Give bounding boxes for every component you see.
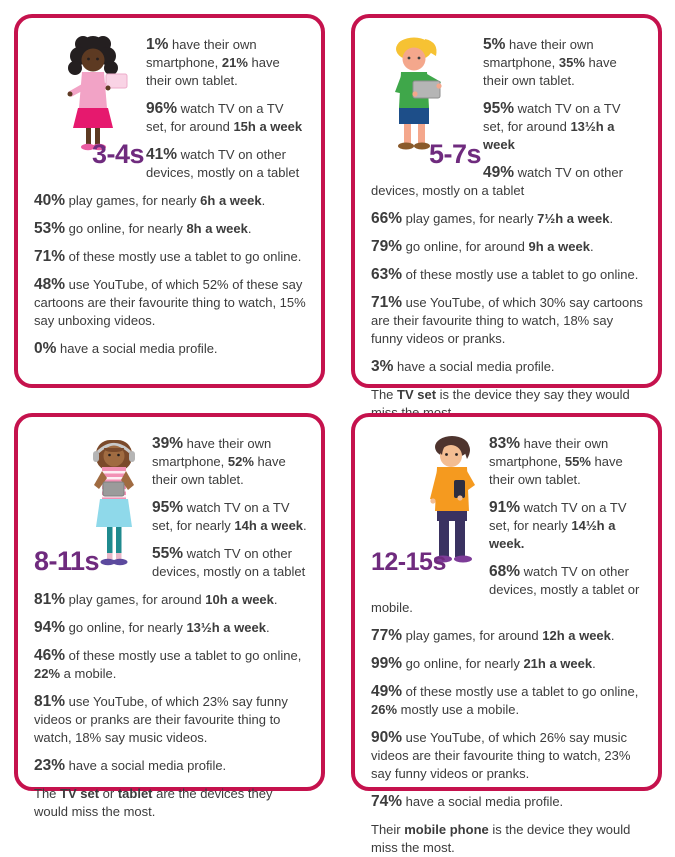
stat-bullet: 77% play games, for around 12h a week.	[371, 627, 615, 644]
stat-bullet: 48% use YouTube, of which 52% of these say cartoons are their favourite thing to watch, 15% say unboxing videos.	[34, 276, 306, 328]
young-boy	[395, 38, 442, 150]
stat-bullet: Their mobile phone is the device they would miss the most.	[371, 822, 631, 855]
stat-bullet: 49% watch TV on other devices, mostly on a tablet	[371, 164, 623, 198]
teen-boy	[430, 436, 475, 563]
stat-bullet: 81% use YouTube, of which 23% say funny videos or pranks are their favourite thing to watch, 18% say music videos.	[34, 693, 288, 745]
girl-toddler	[68, 36, 128, 150]
stat-bullet: 99% go online, for nearly 21h a week.	[371, 655, 596, 672]
stat-bullet: 71% use YouTube, of which 30% say cartoons are their favourite thing to watch, 18% say funny videos or pranks.	[371, 294, 643, 346]
smartphone-icon	[454, 480, 465, 498]
stat-bullet: 74% have a social media profile.	[371, 793, 564, 810]
stat-bullet: 91% watch TV on a TV set, for nearly 14½h a week.	[489, 499, 627, 551]
stat-bullet: 66% play games, for nearly 7½h a week.	[371, 210, 614, 227]
stat-bullet: 55% watch TV on other devices, mostly on a tablet	[152, 545, 306, 579]
tablet-icon	[103, 482, 124, 496]
stat-bullet: 23% have a social media profile.	[34, 757, 227, 774]
figure-5-7s	[371, 36, 481, 174]
stat-bullet: 95% watch TV on a TV set, for around 13½h a week	[483, 100, 621, 152]
stat-bullet: 95% watch TV on a TV set, for nearly 14h a week.	[152, 499, 307, 533]
figure-8-11s	[34, 435, 146, 585]
panel-3-4s	[14, 14, 325, 388]
stat-bullet: 81% play games, for around 10h a week.	[34, 591, 278, 608]
stat-bullet: 71% of these mostly use a tablet to go online.	[34, 248, 302, 265]
stat-bullet: 49% of these mostly use a tablet to go online, 26% mostly use a mobile.	[371, 683, 639, 717]
age-label-8-11s: 8-11s	[34, 546, 100, 576]
stat-bullet: 3% have a social media profile.	[371, 358, 555, 375]
stat-bullet: The TV set or tablet are the devices they would miss the most.	[34, 786, 273, 819]
panel-8-11s	[14, 413, 325, 819]
stat-bullet: 53% go online, for nearly 8h a week.	[34, 220, 252, 237]
stat-bullet: 68% watch TV on other devices, mostly a tablet or mobile.	[371, 563, 640, 615]
stat-bullet: 83% have their own smartphone, 55% have their own tablet.	[489, 435, 623, 487]
stat-bullet: 94% go online, for nearly 13½h a week.	[34, 619, 270, 636]
stat-bullet: 0% have a social media profile.	[34, 340, 218, 357]
panel-5-7s	[351, 14, 662, 402]
child-illustration-3-4s	[56, 36, 130, 156]
figure-3-4s	[34, 36, 144, 174]
figure-12-15s	[371, 435, 483, 585]
stat-bullet: 46% of these mostly use a tablet to go online, 22% a mobile.	[34, 647, 302, 681]
stat-bullet: 90% use YouTube, of which 26% say music videos are their favourite thing to watch, 23% say funny videos or pranks.	[371, 729, 631, 781]
child-illustration-5-7s	[377, 36, 469, 156]
stat-bullet: 1% have their own smartphone, 21% have their own tablet.	[146, 36, 280, 88]
age-label-12-15s: 12-15s	[371, 548, 446, 576]
stat-bullet: 39% have their own smartphone, 52% have their own tablet.	[152, 435, 286, 487]
stat-bullet: 79% go online, for around 9h a week.	[371, 238, 594, 255]
stat-bullet: 96% watch TV on a TV set, for around 15h a week	[146, 100, 303, 134]
stat-bullet: 41% watch TV on other devices, mostly on a tablet	[146, 146, 300, 180]
stat-bullet: 40% play games, for nearly 6h a week.	[34, 192, 266, 209]
girl-with-headphones	[93, 440, 135, 565]
age-label-3-4s: 3-4s	[91, 139, 144, 169]
panel-12-15s	[351, 413, 662, 855]
age-label-5-7s: 5-7s	[428, 139, 481, 169]
stat-bullet: The TV set is the device they say they would	[371, 387, 630, 402]
stat-bullet: 5% have their own smartphone, 35% have their own tablet.	[483, 36, 617, 88]
stat-bullet: 63% of these mostly use a tablet to go online.	[371, 266, 639, 283]
